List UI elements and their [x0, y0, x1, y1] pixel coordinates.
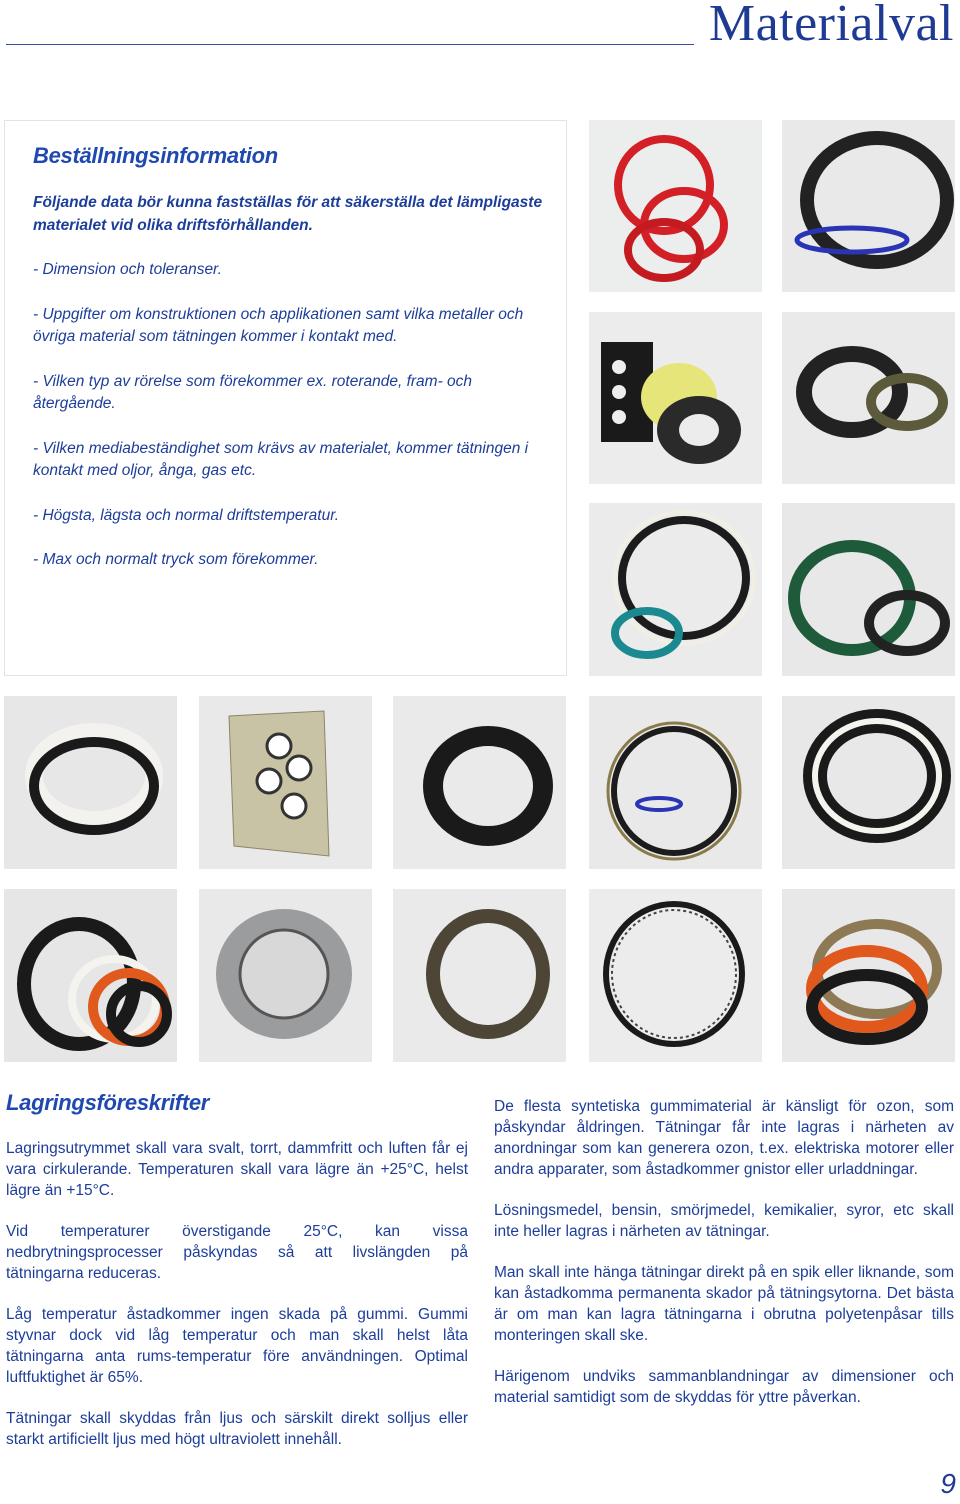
photo-orange-white-seals — [4, 889, 177, 1062]
photo-brown-ring — [393, 889, 566, 1062]
photo-metal-seals — [782, 312, 955, 484]
storage-paragraph: Tätningar skall skyddas från ljus och särskilt direkt solljus eller starkt artificiellt ljus med högt ultraviolett innehåll. — [6, 1410, 468, 1448]
order-info-intro: Följande data bör kunna fastställas för att säkerställa det lämpligaste materialet vid olika driftsförhållanden. — [33, 194, 543, 234]
list-item: - Vilken typ av rörelse som förekommer ex. roterande, fram- och återgående. — [33, 372, 473, 412]
storage-paragraph: Låg temperatur åstadkommer ingen skada på gummi. Gummi styvnar dock vid låg temperatur och man skall helst låta tätningarna anta rums-temperatur före användningen. Optimal luftfuktighet är 65%. — [6, 1306, 468, 1386]
photo-spring-ring — [589, 889, 762, 1062]
list-item: - Dimension och toleranser. — [33, 261, 222, 278]
title-divider — [6, 44, 694, 45]
page-title: Materialval — [708, 0, 954, 52]
order-info-box — [4, 120, 567, 676]
order-info-heading: Beställningsinformation — [33, 143, 278, 168]
storage-paragraph: Vid temperaturer överstigande 25°C, kan vissa nedbrytningsprocesser påskyndas så att livslängden på tätningarna reduceras. — [6, 1223, 468, 1282]
photo-white-teal-seals — [589, 503, 762, 676]
photo-black-yellow-parts — [589, 312, 762, 484]
list-item: - Max och normalt tryck som förekommer. — [33, 551, 319, 568]
photo-grey-washer — [199, 889, 372, 1062]
photo-black-blue-seals — [782, 120, 955, 292]
storage-paragraph: De flesta syntetiska gummimaterial är känsligt för ozon, som påskyndar åldringen. Tätningar får inte lagras i närheten av anordningar som kan generera ozon, t.ex. elektriska motorer eller andra apparater, som åstadkommer gnistor eller urladdningar. — [494, 1098, 954, 1178]
photo-orange-metal-seals — [782, 889, 955, 1062]
storage-paragraph: Lösningsmedel, bensin, smörjmedel, kemikalier, syror, etc skall inte heller lagras i närheten av tätningar. — [494, 1202, 954, 1240]
storage-heading: Lagringsföreskrifter — [6, 1090, 210, 1115]
list-item: - Högsta, lägsta och normal driftstemperatur. — [33, 506, 340, 524]
list-item: - Uppgifter om konstruktionen och applikationen samt vilka metaller och övriga material som tätningen kommer i kontakt med. — [33, 305, 524, 345]
photo-green-seals — [782, 503, 955, 676]
storage-paragraph: Man skall inte hänga tätningar direkt på en spik eller liknande, som kan åstadkomma permanenta skador på tätningsytorna. Det bästa är om man kan lagra tätningarna i obrutna polyetenpåsar tills monteringen skall ske. — [494, 1264, 954, 1344]
photo-wide-ring — [782, 696, 955, 869]
page-number: 9 — [940, 1468, 956, 1499]
storage-left-column — [6, 1138, 468, 1470]
photo-red-orings — [589, 120, 762, 292]
photo-ring-set — [589, 696, 762, 869]
storage-right-column — [494, 1096, 954, 1428]
storage-paragraph: Lagringsutrymmet skall vara svalt, torrt, dammfritt och luften får ej vara cirkulerande. Temperaturen skall vara lägre än +25°C, helst lägre än +15°C. — [6, 1140, 468, 1199]
photo-black-split-ring — [393, 696, 566, 869]
order-info-list — [33, 259, 553, 594]
storage-paragraph: Härigenom undviks sammanblandningar av dimensioner och material samtidigt som de skyddas för yttre påverkan. — [494, 1368, 954, 1406]
photo-metal-plate — [199, 696, 372, 869]
list-item: - Vilken mediabeständighet som krävs av materialet, kommer tätningen i kontakt med oljor, ånga, gas etc. — [33, 439, 529, 479]
photo-white-black-ring — [4, 696, 177, 869]
